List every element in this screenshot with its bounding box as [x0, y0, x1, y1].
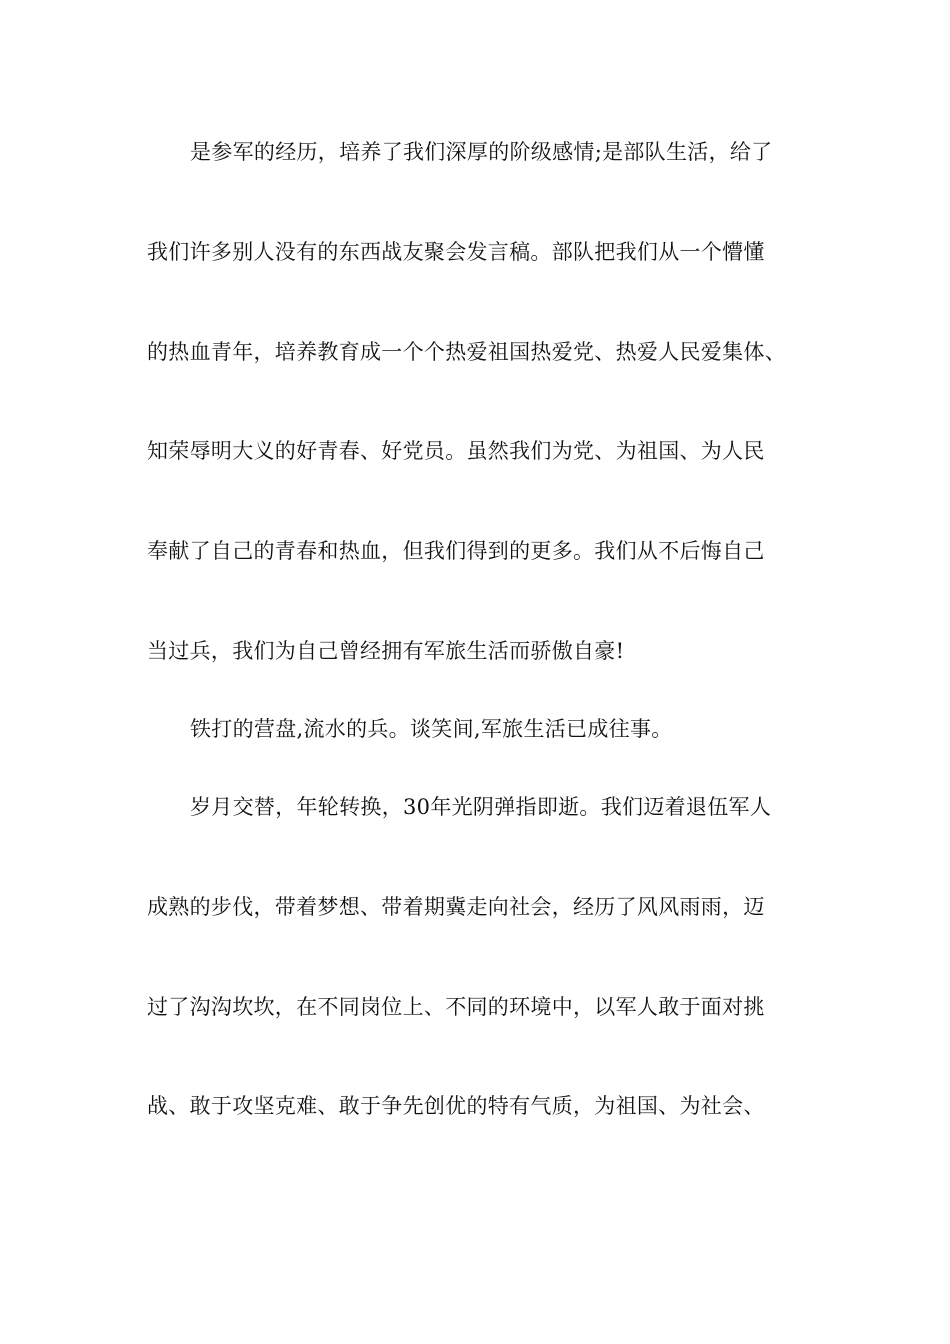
- paragraph-1-line-1: 是参军的经历，培养了我们深厚的阶级感情;是部队生活，给了: [190, 140, 773, 164]
- paragraph-1-line-5: 奉献了自己的青春和热血，但我们得到的更多。我们从不后悔自己: [147, 539, 765, 563]
- paragraph-3-line-1: 岁月交替，年轮转换，30年光阴弹指即逝。我们迈着退伍军人: [190, 795, 772, 819]
- paragraph-1-line-3: 的热血青年，培养教育成一个个热爱祖国热爱党、热爱人民爱集体、: [147, 340, 786, 364]
- paragraph-2-line-1: 铁打的营盘,流水的兵。谈笑间,军旅生活已成往事。: [190, 717, 673, 741]
- paragraph-1-line-2: 我们许多别人没有的东西战友聚会发言稿。部队把我们从一个懵懂: [147, 240, 765, 264]
- paragraph-1-line-4: 知荣辱明大义的好青春、好党员。虽然我们为党、为祖国、为人民: [147, 439, 765, 463]
- paragraph-3-line-4: 战、敢于攻坚克难、敢于争先创优的特有气质，为祖国、为社会、: [147, 1094, 765, 1118]
- paragraph-1-line-6: 当过兵，我们为自己曾经拥有军旅生活而骄傲自豪!: [147, 639, 625, 663]
- paragraph-3-line-2: 成熟的步伐，带着梦想、带着期冀走向社会，经历了风风雨雨，迈: [147, 895, 765, 919]
- paragraph-3-line-3: 过了沟沟坎坎，在不同岗位上、不同的环境中，以军人敢于面对挑: [147, 995, 765, 1019]
